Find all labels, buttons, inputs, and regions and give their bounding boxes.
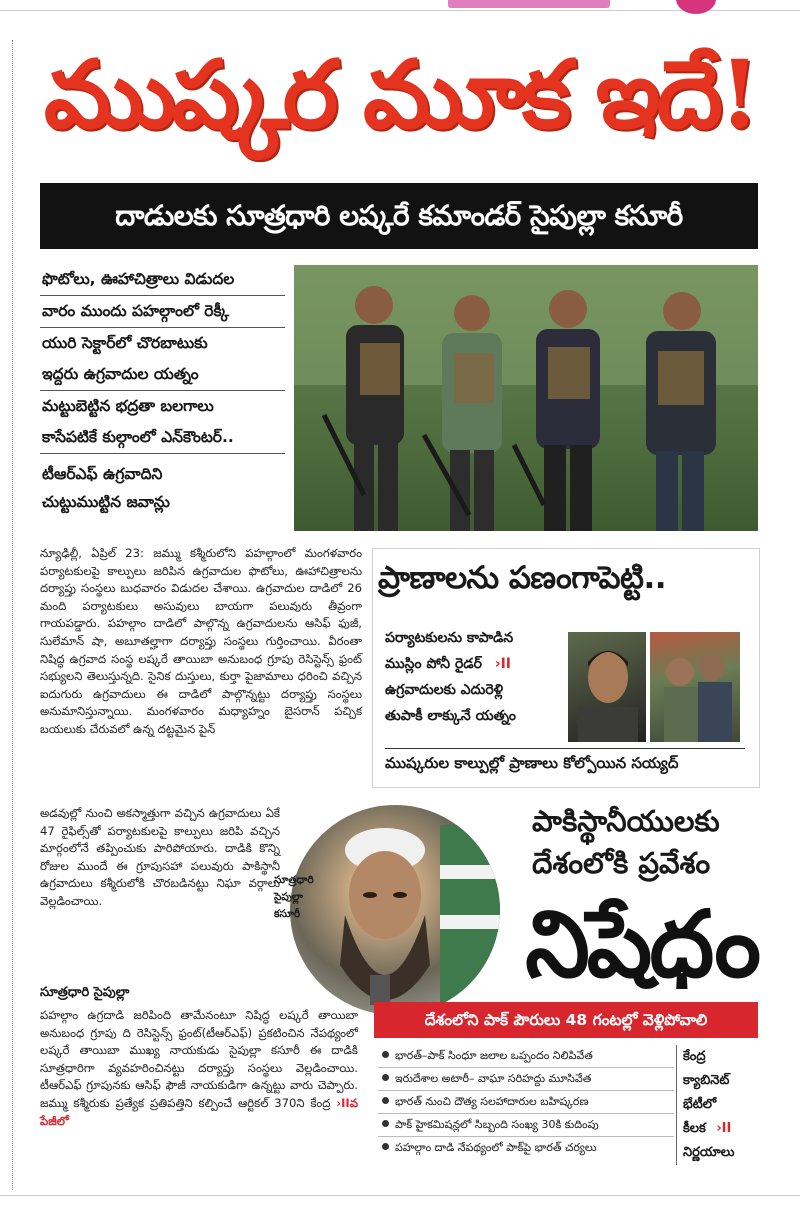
sidebox-line: భేటీలో [683,1097,717,1112]
inset-line [385,651,565,677]
inset-line: ఉగ్రవాదులకు ఎదురెళ్లి [385,682,504,698]
article-para-2-text: పహల్గాం ఉగ్రదాడి జరిపింది తామేనంటూ నిషిద్ధ లష్కరే తాయిబా అనుబంధ గ్రూపు ది రెసిస్టెన్స్‌ ఫ్రంట్‌(టీఆర్‌ఎఫ్‌) ప్రకటించిన నేపథ్యంలో లష్కరే తాయిబా ముఖ్య నాయకుడు సైపుల్లా కసూరీ ఈ దాడికి సూత్రధారిగా వ్యవహరించినట్టు దర్యాప్తు సంస్థలు వెల్లడించాయి. టీఆర్‌ఎఫ్‌ గ్రూపునకు ఆసిఫ్‌ ఫౌజీ నాయకుడిగా ఉన్నట్టు వారు చెప్పారు. జమ్ము కశ్మీరుకు ప్రత్యేక ప్రతిపత్తిని కల్పించే ఆర్టికల్‌ 370ని కేంద్ర [40,1008,358,1110]
red-bar-text: దేశంలోని పాక్‌ పౌరులు 48 గంటల్లో వెళ్లిపోవాలి [424,1011,708,1029]
article-para-2 [40,1007,358,1130]
photo-caption [274,872,334,923]
page-bottom-rule [0,1195,800,1196]
caption-line: సైపుల్లా [274,891,303,903]
pak-line-2: దేశంలోకి ప్రవేశం [532,846,711,880]
inset-line-text: ముస్లిం పోనీ రైడర్‌ [385,656,482,672]
masthead-circle-logo [676,0,716,14]
inset-bottom-line: ముష్కరుల కాల్పుల్లో ప్రాణాలు కోల్పోయిన సయ్యద్‌ [385,748,745,776]
highlight-item: యురి సెక్టార్‌లో చొరబాటుకు [42,334,208,352]
inset-page-link[interactable]: ›II [494,656,512,672]
bullet-dot-icon [382,1120,389,1127]
pak-citizens-red-bar [374,1002,758,1038]
ban-headline: నిషేధం [525,891,758,998]
highlight-item: మట్టుబెట్టిన భద్రతా బలగాలు [42,397,214,415]
caption-line: సూత్రధారి [274,874,314,886]
decision-item: పాక్‌ హైకమిషన్లలో సిబ్బంది సంఖ్య 30కి కుదింపు [378,1114,674,1137]
sidebox-line: నిర్ణయాలు [683,1145,735,1160]
masthead-pink-banner [448,0,610,8]
continued-on-page-link[interactable]: ›IIవ పేజీలో [40,1095,358,1128]
article-subhead: సూత్రధారి సైపుల్లా [40,985,130,1000]
article-para-1-continued: అడవుల్లో నుంచి అకస్మాత్తుగా వచ్చిన ఉగ్రవాదులు ఏకే 47 రైఫిల్స్‌తో పర్యాటకులపై కాల్పులు జరిపి వచ్చిన మార్గంలోనే తప్పించుకు పారిపోయారు. దాడికి కొన్ని రోజుల ముందే ఈ గ్రూపుసహా పలువురు పాకిస్థానీ ఉగ్రవాదులు కశ్మీరులోకి చొరబడినట్టు నిఘా వర్గాలు వెల్లడించాయి. [40,806,280,908]
bullet-dot-icon [382,1143,389,1150]
decision-item: భారత్‌–పాక్‌ సింధూ జలాల ఒప్పందం నిలిపివేత [378,1045,674,1068]
decision-item: భారత్‌ నుంచి దౌత్య సలహాదారుల బహిష్కరణ [378,1091,674,1114]
sidebox-line: కేంద్ర [683,1049,706,1064]
decision-item: ఇరుదేశాల అటారీ– వాఘా సరిహద్దు మూసివేత [378,1068,674,1091]
sidebox-line: క్యాబినెట్‌ [683,1073,730,1088]
highlight-item: వారం ముందు పహల్గాంలో రెక్కీ [40,296,285,328]
bullet-dot-icon [382,1074,389,1081]
highlights-list [40,264,285,516]
inset-line: తుపాకీ లాక్కునే యత్నం [385,708,516,724]
mourners-photo [650,632,740,742]
pak-line-1: పాకిస్థానీయులకు [532,804,720,838]
terrorists-group-photo [294,265,758,531]
pakistan-headline-line [532,800,764,884]
decision-item: పహల్గాం దాడి నేపథ్యంలో పాక్‌పై భారత్‌ చర్యలు [378,1137,674,1159]
cabinet-decisions-list [378,1045,674,1159]
main-headline: ముష్కర మూక ఇదే! [43,40,757,150]
inset-text [385,625,565,729]
highlight-item: ఫొటోలు, ఊహాచిత్రాలు విడుదల [40,264,285,296]
left-margin-rule [12,40,13,1190]
bullet-dot-icon [382,1051,389,1058]
sub-headline-bar [40,183,758,249]
sidebox-page-link[interactable]: ›II [716,1121,732,1136]
article-para-1: న్యూఢిల్లీ, ఏప్రిల్‌ 23: జమ్ము కశ్మీరులోని పహల్గాంలో మంగళవారం పర్యాటకులపై కాల్పులు జరిపిన ఉగ్రవాదుల ఫొటోలు, ఊహాచిత్రాలను దర్యాప్తు సంస్థలు బుధవారం విడుదల చేశాయి. ఉగ్రవాదుల దాడిలో 26 మంది పర్యాటకులు అసువులు బాయగా పలువురు తీవ్రంగా గాయపడ్డారు. పహల్గాం దాడిలో పాల్గొన్న ఉగ్రవాదులను ఆసిఫ్‌ ఫుజీ, సులేమాన్‌ షా, అబూతల్హాగా దర్యాప్తు సంస్థలు గుర్తించాయి. వీరంతా నిషిద్ధ ఉగ్రవాద సంస్థ లష్కరే తాయిబా అనుబంధ గ్రూపు రెసిస్టెన్స్‌ ఫ్రంట్‌ సభ్యులని తెలుస్తున్నది. సైనిక దుస్తులు, కుర్తా పైజామాలు ధరించి వచ్చిన ఐదుగురు ఉగ్రవాదులు ఈ దాడిలో పాల్గొన్నట్టు దర్యాప్తు సంస్థలు అనుమానిస్తున్నాయి. మంగళవారం మధ్యాహ్నం బైసరాన్‌ పచ్చిక బయలుకు చేరువలో ఉన్న దట్టమైన పైన్‌ [40,546,362,736]
bullet-dot-icon [382,1097,389,1104]
caption-line: కసూరీ [274,908,301,920]
highlight-item: ఇద్దరు ఉగ్రవాదుల యత్నం [40,359,285,391]
sidebox-line: కీలక ›II [683,1121,732,1136]
sub-headline: దాడులకు సూత్రధారి లష్కరే కమాండర్‌ సైపుల్లా కసూరీ [115,199,683,232]
highlight-item: చుట్టుముట్టిన జవాన్లు [42,493,170,511]
cabinet-meeting-sidebox [676,1045,765,1165]
highlight-item: కాసేపటికే కుల్గాంలో ఎన్‌కౌంటర్‌.. [40,422,285,454]
highlight-item: టీఆర్‌ఎఫ్‌ ఉగ్రవాదిని [42,465,163,483]
inset-line: పర్యాటకులను కాపాడిన [385,630,514,646]
pony-rider-portrait [568,632,646,742]
inset-title: ప్రాణాలను పణంగాపెట్టి.. [378,560,667,596]
